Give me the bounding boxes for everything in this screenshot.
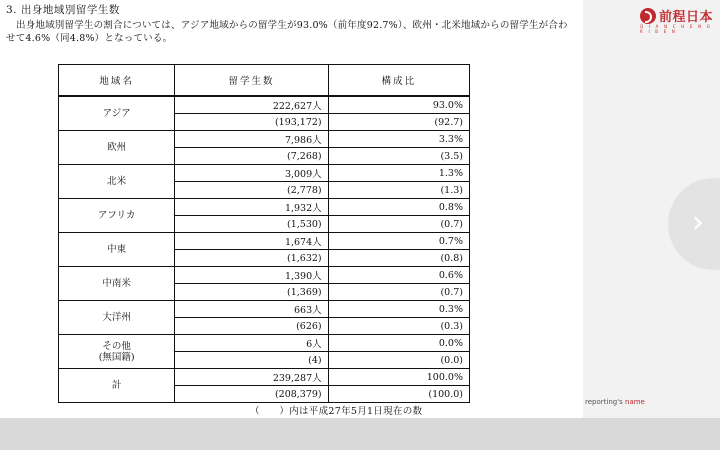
- table-row: [59, 199, 470, 233]
- count-cell: [175, 199, 328, 233]
- table-row: [59, 301, 470, 335]
- ratio-value: 0.8%: [438, 201, 463, 213]
- count-value: 222,627人: [272, 101, 322, 112]
- count-cell: [175, 233, 328, 267]
- ratio-prev-value: (1.3): [329, 181, 469, 198]
- count-value: 6人: [306, 339, 322, 350]
- credit-line: [585, 398, 645, 406]
- credit-prefix: reporting's: [585, 398, 626, 406]
- ratio-value: 0.7%: [438, 235, 463, 247]
- count-prev-value: (1,632): [175, 249, 327, 266]
- count-value: 663人: [294, 305, 322, 316]
- summary-paragraph: [6, 19, 576, 45]
- table-row: [59, 267, 470, 301]
- region-cell: [59, 233, 175, 267]
- count-value: 1,390人: [284, 271, 322, 282]
- ratio-prev-value: (0.0): [329, 351, 469, 368]
- ratio-value: 0.3%: [438, 303, 463, 315]
- count-prev-value: (1,530): [175, 215, 327, 232]
- chevron-right-icon[interactable]: ›: [692, 205, 704, 240]
- ratio-value: 100.0%: [426, 371, 463, 383]
- ratio-value: 1.3%: [438, 167, 463, 179]
- count-cell: [175, 96, 328, 131]
- region-cell: [59, 301, 175, 335]
- region-cell: [59, 335, 175, 369]
- count-cell: [175, 335, 328, 369]
- region-name: 欧州: [107, 142, 127, 153]
- count-prev-value: (2,778): [175, 181, 327, 198]
- region-name: 北米: [107, 176, 127, 187]
- ratio-value: 0.0%: [438, 337, 463, 349]
- ratio-cell: [328, 96, 469, 131]
- count-prev-value: (4): [175, 351, 327, 368]
- table-row: [59, 335, 470, 369]
- brand-logo: [640, 6, 713, 25]
- ratio-prev-value: (0.8): [329, 249, 469, 266]
- region-name: 大洋州: [102, 312, 131, 323]
- ratio-cell: [328, 131, 469, 165]
- ratio-value: 93.0%: [432, 99, 463, 111]
- ratio-prev-value: (3.5): [329, 147, 469, 164]
- header-region: 地域名: [59, 65, 175, 97]
- header-count: 留学生数: [175, 65, 328, 97]
- ratio-cell: [328, 301, 469, 335]
- count-cell: [175, 267, 328, 301]
- count-cell: [175, 301, 328, 335]
- ratio-prev-value: (0.7): [329, 283, 469, 300]
- section-title: 3. 出身地域別留学生数: [6, 4, 120, 16]
- ratio-prev-value: (100.0): [329, 385, 469, 402]
- ratio-cell: [328, 165, 469, 199]
- table-row: [59, 96, 470, 131]
- ratio-cell: [328, 199, 469, 233]
- count-value: 7,986人: [284, 135, 322, 146]
- count-prev-value: (1,369): [175, 283, 327, 300]
- table-row: [59, 131, 470, 165]
- region-cell: [59, 199, 175, 233]
- ratio-cell: [328, 369, 469, 403]
- region-cell: [59, 96, 175, 131]
- logo-mark-icon: [640, 8, 656, 24]
- ratio-value: 3.3%: [438, 133, 463, 145]
- count-value: 1,674人: [284, 237, 322, 248]
- ratio-cell: [328, 335, 469, 369]
- region-name: アジア: [102, 108, 131, 119]
- table-note: （ ）内は平成27年5月1日現在の数: [250, 406, 423, 417]
- students-by-region-table: [58, 64, 470, 403]
- count-value: 1,932人: [284, 203, 322, 214]
- region-name: 中東: [107, 244, 127, 255]
- ratio-cell: [328, 233, 469, 267]
- table-row: [59, 165, 470, 199]
- ratio-prev-value: (92.7): [329, 113, 469, 130]
- region-cell: [59, 165, 175, 199]
- ratio-prev-value: (0.3): [329, 317, 469, 334]
- count-value: 239,287人: [272, 373, 322, 384]
- table-row: [59, 369, 470, 403]
- region-cell: [59, 131, 175, 165]
- count-cell: [175, 369, 328, 403]
- summary-text: 出身地域別留学生の割合については、アジア地域からの留学生が93.0%（前年度92.7%）、欧州・北米地域からの留学生が合わせて4.6%（同4.8%）となっている。: [6, 20, 568, 44]
- ratio-cell: [328, 267, 469, 301]
- table-header-row: [59, 65, 470, 97]
- footer-bar: [0, 418, 720, 450]
- region-name: アフリカ: [97, 210, 136, 221]
- region-name: 計: [111, 380, 122, 391]
- count-cell: [175, 165, 328, 199]
- ratio-value: 0.6%: [438, 269, 463, 281]
- count-prev-value: (208,379): [175, 385, 327, 402]
- count-prev-value: (193,172): [175, 113, 327, 130]
- credit-emphasis: name: [625, 398, 645, 406]
- count-cell: [175, 131, 328, 165]
- logo-text: 前程日本: [659, 10, 714, 25]
- count-prev-value: (7,268): [175, 147, 327, 164]
- table-row: [59, 233, 470, 267]
- region-cell: [59, 369, 175, 403]
- ratio-prev-value: (0.7): [329, 215, 469, 232]
- region-name: 中南米: [102, 278, 131, 289]
- region-name: その他 (無国籍): [98, 340, 135, 363]
- count-prev-value: (626): [175, 317, 327, 334]
- count-value: 3,009人: [284, 169, 322, 180]
- region-cell: [59, 267, 175, 301]
- header-ratio: 構成比: [328, 65, 469, 97]
- logo-subtext: Q I A N C H E N G R I B E N: [640, 24, 713, 34]
